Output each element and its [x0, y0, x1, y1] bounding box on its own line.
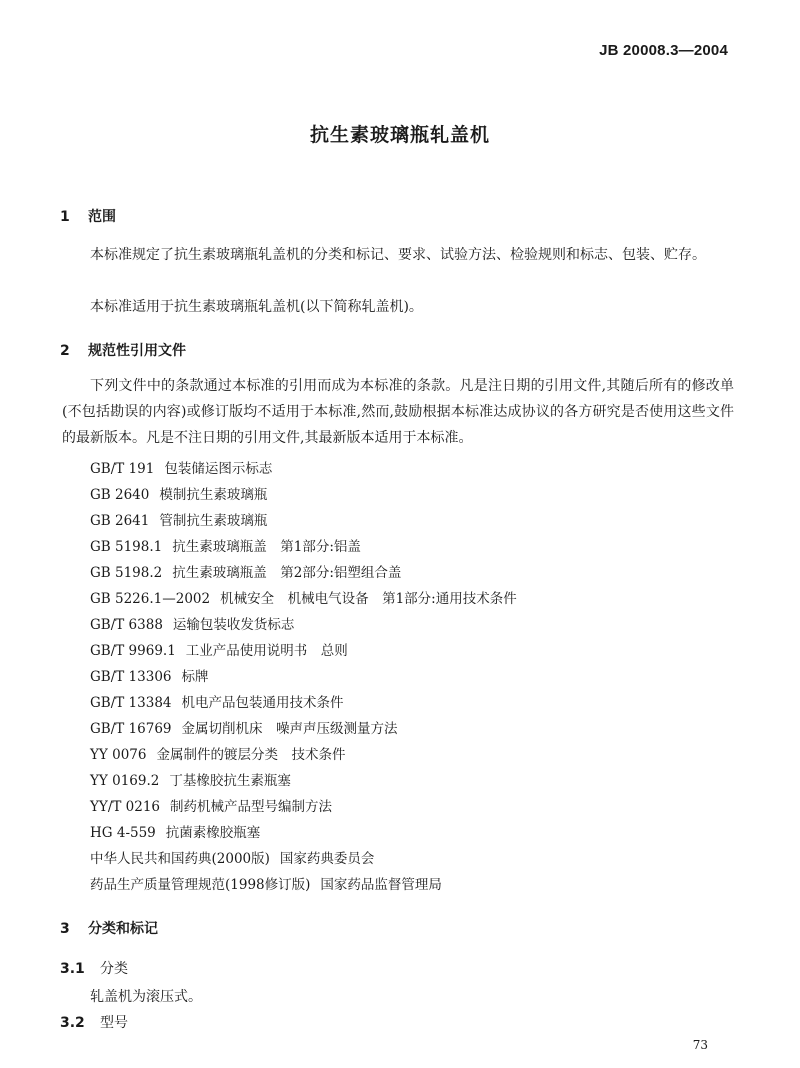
reference-item	[90, 742, 517, 768]
section-1-paragraph-2: 本标准适用于抗生素玻璃瓶轧盖机(以下简称轧盖机)。	[90, 299, 423, 315]
reference-title: 抗生素玻璃瓶盖 第2部分:铝塑组合盖	[172, 565, 402, 581]
subsection-title: 型号	[100, 1015, 128, 1031]
reference-title: 工业产品使用说明书 总则	[185, 643, 348, 659]
reference-item	[90, 586, 517, 612]
reference-title: 标牌	[181, 669, 209, 685]
reference-title: 机械安全 机械电气设备 第1部分:通用技术条件	[220, 591, 517, 607]
reference-title: 模制抗生素玻璃瓶	[159, 487, 268, 503]
section-number: 3	[60, 921, 70, 937]
section-3-heading	[60, 918, 158, 938]
reference-code: HG 4-559	[90, 825, 156, 841]
reference-item	[90, 716, 517, 742]
reference-title: 机电产品包装通用技术条件	[181, 695, 344, 711]
reference-code: GB/T 9969.1	[90, 643, 176, 659]
section-number: 1	[60, 209, 70, 225]
reference-item	[90, 690, 517, 716]
section-2-heading	[60, 340, 186, 360]
reference-code: GB 2641	[90, 513, 150, 529]
subsection-number: 3.2	[60, 1015, 85, 1031]
reference-code: GB/T 6388	[90, 617, 163, 633]
subsection-title: 分类	[100, 961, 128, 977]
reference-code: GB 5198.2	[90, 565, 163, 581]
reference-item	[90, 768, 517, 794]
reference-code: GB/T 13384	[90, 695, 172, 711]
reference-item	[90, 638, 517, 664]
reference-code: 中华人民共和国药典(2000版)	[90, 851, 270, 867]
section-title: 规范性引用文件	[88, 343, 186, 359]
reference-title: 管制抗生素玻璃瓶	[159, 513, 268, 529]
page-number: 73	[692, 1038, 708, 1052]
reference-code: GB/T 191	[90, 461, 155, 477]
reference-title: 制药机械产品型号编制方法	[170, 799, 333, 815]
subsection-3-1-heading	[60, 958, 128, 978]
section-title: 范围	[88, 209, 116, 225]
reference-item	[90, 612, 517, 638]
section-1-paragraph-1: 本标准规定了抗生素玻璃瓶轧盖机的分类和标记、要求、试验方法、检验规则和标志、包装、贮存。	[90, 247, 706, 263]
reference-item	[90, 794, 517, 820]
reference-title: 抗菌素橡胶瓶塞	[165, 825, 261, 841]
section-number: 2	[60, 343, 70, 359]
subsection-3-1-text: 轧盖机为滚压式。	[90, 989, 202, 1005]
reference-code: YY 0169.2	[90, 773, 160, 789]
reference-title: 国家药典委员会	[279, 851, 375, 867]
reference-code: GB/T 13306	[90, 669, 172, 685]
reference-title: 金属制件的镀层分类 技术条件	[156, 747, 346, 763]
reference-item	[90, 820, 517, 846]
reference-title: 包装储运图示标志	[164, 461, 273, 477]
reference-title: 金属切削机床 噪声声压级测量方法	[181, 721, 398, 737]
subsection-3-2-heading	[60, 1012, 128, 1032]
reference-title: 丁基橡胶抗生素瓶塞	[169, 773, 291, 789]
reference-item	[90, 560, 517, 586]
reference-code: 药品生产质量管理规范(1998修订版)	[90, 877, 311, 893]
reference-title: 抗生素玻璃瓶盖 第1部分:铝盖	[172, 539, 361, 555]
reference-code: GB 5198.1	[90, 539, 163, 555]
section-2-intro: 下列文件中的条款通过本标准的引用而成为本标准的条款。凡是注日期的引用文件,其随后所有的修改单(不包括勘误的内容)或修订版均不适用于本标准,然而,鼓励根据本标准达成协议的各方研究是否使用这些文件的最新版本。凡是不注日期的引用文件,其最新版本适用于本标准。	[62, 378, 734, 446]
section-title: 分类和标记	[88, 921, 158, 937]
reference-item	[90, 846, 517, 872]
standard-code: JB 20008.3—2004	[599, 42, 728, 59]
reference-list	[90, 456, 517, 898]
reference-item	[90, 508, 517, 534]
reference-item	[90, 456, 517, 482]
reference-code: GB/T 16769	[90, 721, 172, 737]
reference-item	[90, 534, 517, 560]
document-title: 抗生素玻璃瓶轧盖机	[309, 124, 490, 146]
reference-title: 运输包装收发货标志	[172, 617, 295, 633]
reference-code: YY 0076	[90, 747, 147, 763]
reference-title: 国家药品监督管理局	[320, 877, 442, 893]
reference-item	[90, 482, 517, 508]
reference-item	[90, 664, 517, 690]
subsection-number: 3.1	[60, 961, 85, 977]
section-1-heading	[60, 206, 116, 226]
reference-item	[90, 872, 517, 898]
reference-code: GB 5226.1—2002	[90, 591, 211, 607]
reference-code: YY/T 0216	[90, 799, 161, 815]
reference-code: GB 2640	[90, 487, 150, 503]
